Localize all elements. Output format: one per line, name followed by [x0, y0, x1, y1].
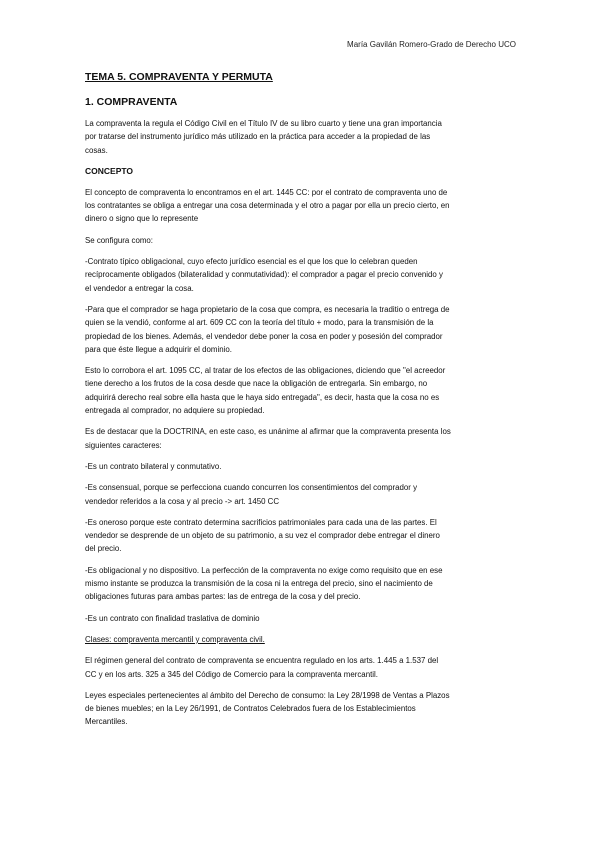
text-line: Leyes especiales pertenecientes al ámbito del Derecho de consumo: la Ley 28/1998 de Ventas a Plazos	[85, 690, 450, 700]
text-line: adquirirá derecho real sobre ella hasta que le haya sido entregada", es decir, hasta que la cosa no es	[85, 392, 440, 402]
text-line: -Contrato típico obligacional, cuyo efecto jurídico esencial es el que los que lo celebran queden	[85, 257, 418, 267]
paragraph	[85, 255, 525, 295]
text-line: vendedor referidos a la cosa y al precio -> art. 1450 CC	[85, 496, 280, 506]
text-line: entregada al comprador, no adquiere su propiedad.	[85, 406, 265, 416]
text-line: mismo instante se produzca la transmisión de la cosa ni la entrega del precio, sino el nacimiento de	[85, 579, 433, 589]
text-line: -Es oneroso porque este contrato determina sacrificios patrimoniales para cada una de las partes. El	[85, 517, 437, 527]
text-line: los contratantes se obliga a entregar una cosa determinada y el otro a pagar por ella un precio cierto, en	[85, 201, 450, 211]
paragraph	[85, 654, 525, 681]
text-line: -Es consensual, porque se perfecciona cuando concurren los consentimientos del comprador y	[85, 483, 418, 493]
text-line: obligaciones futuras para ambas partes: las de entrega de la cosa y del precio.	[85, 592, 361, 602]
text-line: de bienes muebles; en la Ley 26/1991, de Contratos Celebrados fuera de los Establecimientos	[85, 704, 416, 714]
text-line: La compraventa la regula el Código Civil en el Título IV de su libro cuarto y tiene una gran importancia	[85, 119, 442, 128]
text-line: dinero o signo que lo represente	[85, 214, 199, 224]
text-line: quien se la vendió, conforme al art. 609 CC con la teoría del título + modo, para la transmisión de la	[85, 318, 434, 328]
text-line: -Es un contrato bilateral y conmutativo.	[85, 461, 222, 471]
text-line: Es de destacar que la DOCTRINA, en este caso, es unánime al afirmar que la compraventa presenta los	[85, 427, 451, 437]
document-body	[85, 70, 525, 737]
text-line: propiedad de los bienes. Además, el vendedor debe poner la cosa en poder y posesión del comprador	[85, 331, 443, 341]
text-line: Mercantiles.	[85, 717, 128, 727]
paragraph	[85, 117, 525, 157]
text-line: siguientes caracteres:	[85, 440, 162, 450]
text-line: tiene derecho a los frutos de la cosa desde que nace la obligación de entregarla. Sin embargo, no	[85, 379, 428, 389]
paragraph	[85, 481, 525, 508]
text-line: del precio.	[85, 544, 122, 554]
text-line: para que éste llegue a adquirir el dominio.	[85, 344, 232, 354]
text-line: CONCEPTO	[85, 165, 134, 176]
text-line: recíprocamente obligados (bilateralidad y conmutatividad): el comprador a pagar el precio convenido y	[85, 270, 443, 280]
paragraph	[85, 689, 525, 729]
subsection-heading	[85, 165, 525, 177]
text-line: Se configura como:	[85, 235, 153, 245]
section-heading	[85, 95, 525, 109]
text-line: 1. COMPRAVENTA	[85, 96, 178, 108]
document-title	[85, 70, 525, 84]
text-line: -Es obligacional y no dispositivo. La perfección de la compraventa no exige como requisito que en ese	[85, 565, 443, 575]
paragraph	[85, 364, 525, 417]
text-line: -Es un contrato con finalidad traslativa de dominio	[85, 613, 260, 623]
paragraph	[85, 186, 525, 226]
text-line: TEMA 5. COMPRAVENTA Y PERMUTA	[85, 71, 273, 83]
paragraph	[85, 564, 525, 604]
text-line: El régimen general del contrato de compraventa se encuentra regulado en los arts. 1.445 a 1.537 del	[85, 656, 439, 666]
text-line: El concepto de compraventa lo encontramos en el art. 1445 CC: por el contrato de compraventa uno de	[85, 187, 448, 197]
text-line: -Para que el comprador se haga propietario de la cosa que compra, es necesaria la traditio o entrega de	[85, 304, 450, 314]
paragraph	[85, 303, 525, 356]
paragraph	[85, 612, 525, 625]
text-line: cosas.	[85, 145, 108, 155]
paragraph	[85, 425, 525, 452]
text-line: por tratarse del instrumento jurídico más utilizado en la práctica para acceder a la propiedad de las	[85, 132, 431, 142]
page-header: María Gavilán Romero-Grado de Derecho UCO	[347, 40, 516, 49]
paragraph	[85, 234, 525, 247]
paragraph	[85, 460, 525, 473]
text-line: vendedor se desprende de un objeto de su patrimonio, a su vez el comprador debe entregar el dinero	[85, 531, 440, 541]
text-line: Clases: compraventa mercantil y compraventa civil.	[85, 634, 265, 644]
text-line: CC y en los arts. 325 a 345 del Código de Comercio para la compraventa mercantil.	[85, 669, 378, 679]
paragraph	[85, 516, 525, 556]
text-line: el vendedor a entregar la cosa.	[85, 283, 194, 293]
text-line: Esto lo corrobora el art. 1095 CC, al tratar de los efectos de las obligaciones, diciendo que "el acreedor	[85, 366, 446, 376]
underlined-subheading	[85, 633, 525, 646]
